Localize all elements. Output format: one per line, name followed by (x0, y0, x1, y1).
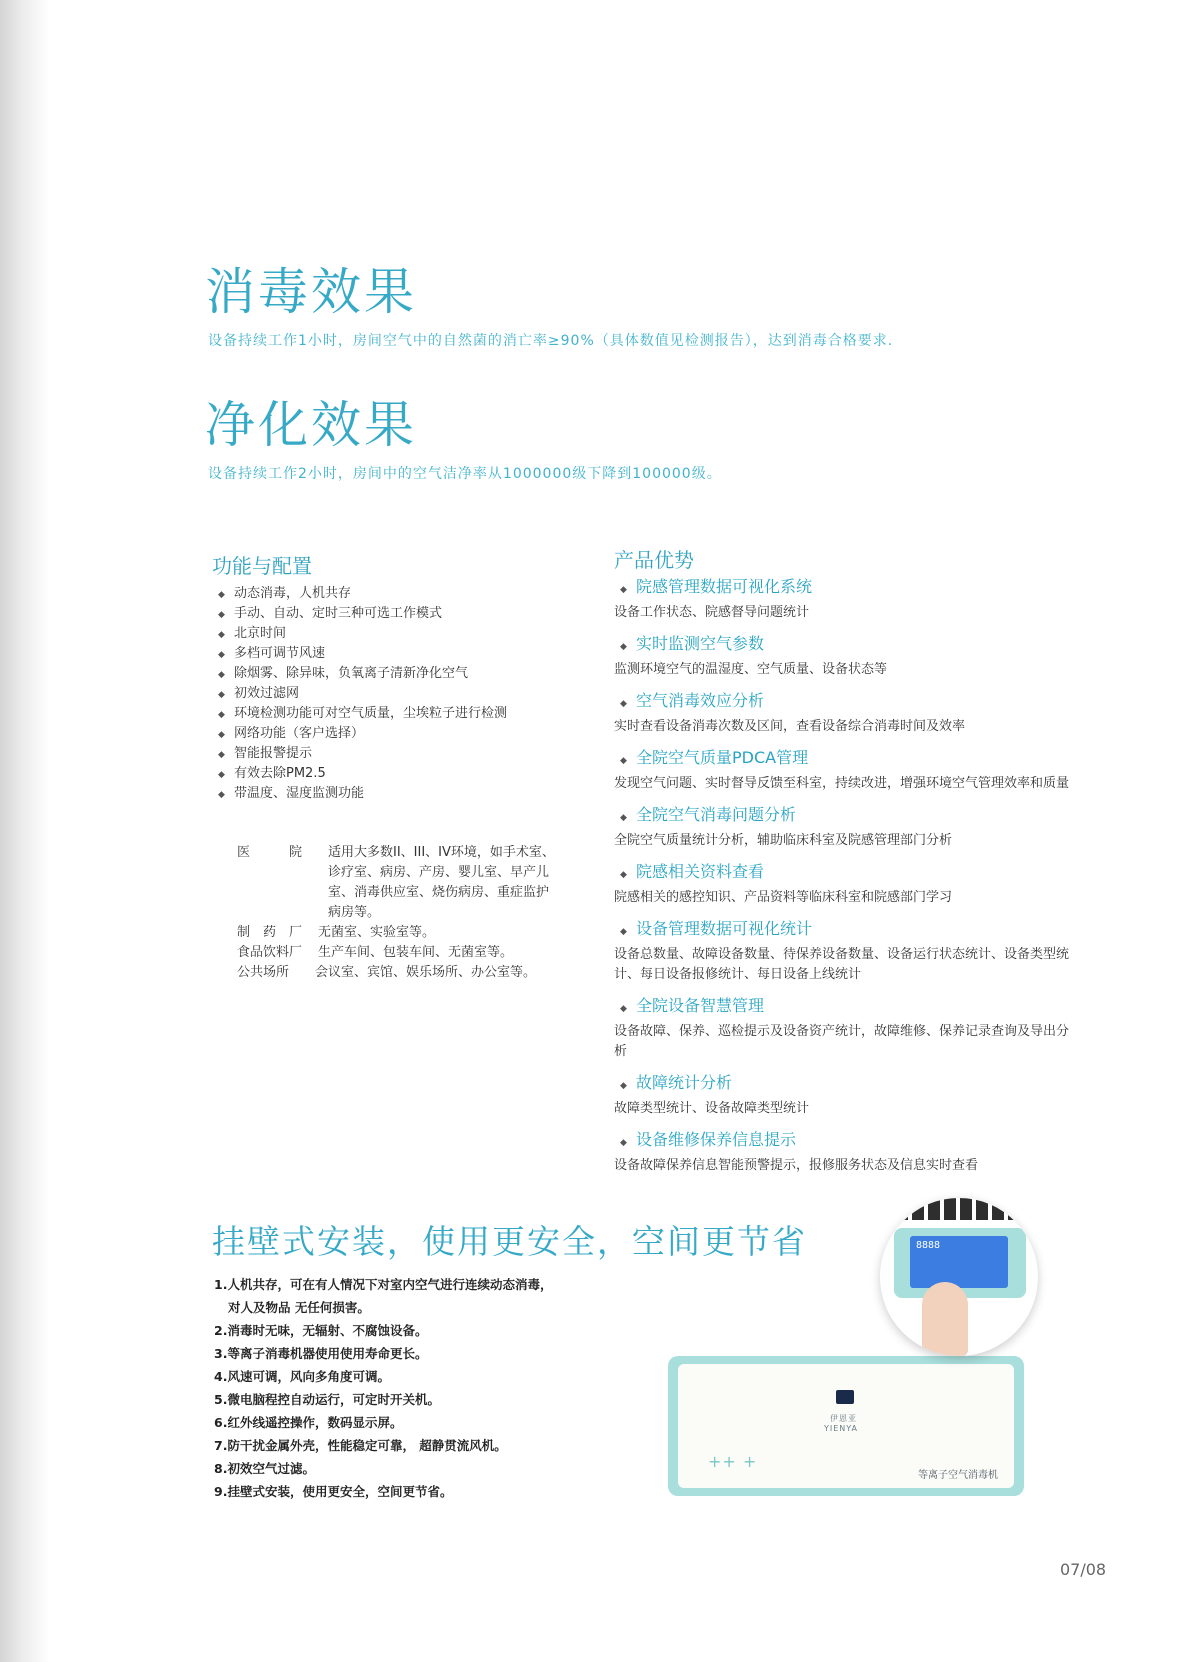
diamond-bullet-icon: ◆ (620, 927, 627, 937)
advantage-item (614, 631, 1074, 680)
list-item: ◆ 动态消毒，人机共存 (218, 584, 507, 604)
disinfection-title: 消毒效果 (205, 263, 417, 321)
page-spine-shadow (0, 0, 50, 1662)
advantage-heading: 实时监测空气参数 (636, 634, 765, 653)
scenario-label: 医 院 (237, 845, 303, 860)
advantage-heading: 空气消毒效应分析 (636, 691, 765, 710)
plus-marks-icon: ++ + (708, 1452, 758, 1471)
list-item: ◆ 智能报警提示 (218, 744, 507, 764)
list-item: 6.红外线遥控操作，数码显示屏。 (214, 1415, 403, 1430)
scenario-label: 制 药 厂 (237, 925, 303, 940)
scenario-row (237, 963, 558, 983)
advantages-title: 产品优势 (614, 548, 694, 572)
list-item: ◆ 环境检测功能可对空气质量，尘埃粒子进行检测 (218, 704, 507, 724)
device-front-panel (678, 1364, 1014, 1488)
diamond-bullet-icon: ◆ (218, 790, 225, 800)
advantage-item (614, 859, 1074, 908)
diamond-bullet-icon: ◆ (218, 650, 225, 660)
diamond-bullet-icon: ◆ (218, 670, 225, 680)
list-item: 9.挂壁式安装，使用更安全，空间更节省。 (214, 1484, 453, 1499)
diamond-bullet-icon: ◆ (218, 630, 225, 640)
functions-title: 功能与配置 (212, 554, 312, 578)
scenario-row (237, 923, 558, 943)
product-image-device (668, 1356, 1024, 1496)
advantage-item (614, 1070, 1074, 1119)
purification-desc: 设备持续工作2小时，房间中的空气洁净率从1000000级下降到100000级。 (208, 466, 722, 482)
scenario-text: 生产车间、包装车间、无菌室等。 (318, 945, 514, 960)
advantage-item (614, 574, 1074, 623)
diamond-bullet-icon: ◆ (620, 1081, 627, 1091)
scenario-row (237, 843, 558, 923)
diamond-bullet-icon: ◆ (620, 870, 627, 880)
feature-list (214, 1273, 552, 1503)
scenario-text: 适用大多数II、III、IV环境，如手术室、诊疗室、病房、产房、婴儿室、早产儿室、消毒供应室、烧伤病房、重症监护病房等。 (328, 845, 555, 920)
advantage-heading: 院感管理数据可视化系统 (636, 577, 813, 596)
list-item: ◆ 多档可调节风速 (218, 644, 507, 664)
advantage-item (614, 916, 1074, 985)
list-item: 4.风速可调，风向多角度可调。 (214, 1369, 390, 1384)
advantage-desc: 故障类型统计、设备故障类型统计 (614, 1101, 810, 1116)
scenario-row (237, 943, 558, 963)
air-vent (880, 1198, 1038, 1220)
list-item: 1.人机共存，可在有人情况下对室内空气进行连续动态消毒， (214, 1277, 553, 1292)
diamond-bullet-icon: ◆ (620, 1138, 627, 1148)
list-item: ◆ 带温度、湿度监测功能 (218, 784, 507, 804)
advantage-heading: 全院空气消毒问题分析 (636, 805, 797, 824)
list-item: 对人及物品 无任何损害。 (228, 1300, 370, 1315)
list-item: ◆ 有效去除PM2.5 (218, 764, 507, 784)
list-item: 8.初效空气过滤。 (214, 1461, 315, 1476)
advantage-desc: 发现空气问题、实时督导反馈至科室，持续改进，增强环境空气管理效率和质量 (614, 776, 1070, 791)
diamond-bullet-icon: ◆ (218, 710, 225, 720)
advantage-desc: 监测环境空气的温湿度、空气质量、设备状态等 (614, 662, 888, 677)
finger-touch-icon (922, 1282, 968, 1356)
scenario-text: 无菌室、实验室等。 (318, 925, 436, 940)
advantage-heading: 全院空气质量PDCA管理 (636, 748, 809, 767)
advantage-heading: 设备维修保养信息提示 (636, 1130, 797, 1149)
advantage-desc: 设备故障保养信息智能预警提示，报修服务状态及信息实时查看 (614, 1158, 979, 1173)
diamond-bullet-icon: ◆ (218, 770, 225, 780)
advantage-item (614, 993, 1074, 1062)
list-item: ◆ 北京时间 (218, 624, 507, 644)
wall-mount-title: 挂壁式安装，使用更安全，空间更节省 (212, 1222, 807, 1261)
list-item: 7.防干扰金属外壳，性能稳定可靠， 超静贯流风机。 (214, 1438, 507, 1453)
lcd-digits: 8888 (916, 1240, 941, 1251)
functions-list (218, 584, 507, 804)
diamond-bullet-icon: ◆ (218, 590, 225, 600)
diamond-bullet-icon: ◆ (218, 730, 225, 740)
scenario-text: 会议室、宾馆、娱乐场所、办公室等。 (315, 965, 537, 980)
control-panel-zoom-image (880, 1198, 1038, 1356)
list-item: ◆ 手动、自动、定时三种可选工作模式 (218, 604, 507, 624)
diamond-bullet-icon: ◆ (218, 690, 225, 700)
page-number: 07/08 (1060, 1560, 1107, 1579)
list-item: ◆ 网络功能（客户选择） (218, 724, 507, 744)
device-brand: 伊恩亚 YIENYA (824, 1414, 859, 1433)
advantage-desc: 设备工作状态、院感督导问题统计 (614, 605, 810, 620)
diamond-bullet-icon: ◆ (620, 642, 627, 652)
scenario-label: 食品饮料厂 (237, 945, 303, 960)
list-item: ◆ 除烟雾、除异味，负氧离子清新净化空气 (218, 664, 507, 684)
advantage-desc: 全院空气质量统计分析，辅助临床科室及院感管理部门分析 (614, 833, 953, 848)
list-item: ◆ 初效过滤网 (218, 684, 507, 704)
advantage-desc: 设备故障、保养、巡检提示及设备资产统计，故障维修、保养记录查询及导出分析 (614, 1024, 1070, 1059)
advantage-item (614, 802, 1074, 851)
scenario-label: 公共场所 (237, 965, 290, 980)
application-scenarios (237, 843, 558, 983)
purification-title: 净化效果 (205, 396, 417, 454)
device-name: 等离子空气消毒机 (918, 1470, 998, 1481)
diamond-bullet-icon: ◆ (218, 610, 225, 620)
advantage-heading: 故障统计分析 (636, 1073, 733, 1092)
advantages-list (614, 574, 1074, 1184)
diamond-bullet-icon: ◆ (620, 756, 627, 766)
list-item: 5.微电脑程控自动运行，可定时开关机。 (214, 1392, 440, 1407)
disinfection-desc: 设备持续工作1小时，房间空气中的自然菌的消亡率≥90%（具体数值见检测报告），达到消毒合格要求. (208, 333, 894, 349)
advantage-desc: 设备总数量、故障设备数量、待保养设备数量、设备运行状态统计、设备类型统计、每日设备报修统计、每日设备上线统计 (614, 947, 1070, 982)
list-item: 3.等离子消毒机器使用使用寿命更长。 (214, 1346, 428, 1361)
diamond-bullet-icon: ◆ (620, 1004, 627, 1014)
advantage-heading: 院感相关资料查看 (636, 862, 765, 881)
diamond-bullet-icon: ◆ (620, 699, 627, 709)
advantage-heading: 全院设备智慧管理 (636, 996, 765, 1015)
diamond-bullet-icon: ◆ (218, 750, 225, 760)
device-display (836, 1390, 854, 1404)
advantage-desc: 实时查看设备消毒次数及区间，查看设备综合消毒时间及效率 (614, 719, 966, 734)
diamond-bullet-icon: ◆ (620, 585, 627, 595)
list-item: 2.消毒时无味，无辐射、不腐蚀设备。 (214, 1323, 428, 1338)
advantage-desc: 院感相关的感控知识、产品资料等临床科室和院感部门学习 (614, 890, 953, 905)
advantage-item (614, 745, 1074, 794)
diamond-bullet-icon: ◆ (620, 813, 627, 823)
advantage-item (614, 688, 1074, 737)
advantage-heading: 设备管理数据可视化统计 (636, 919, 813, 938)
advantage-item (614, 1127, 1074, 1176)
